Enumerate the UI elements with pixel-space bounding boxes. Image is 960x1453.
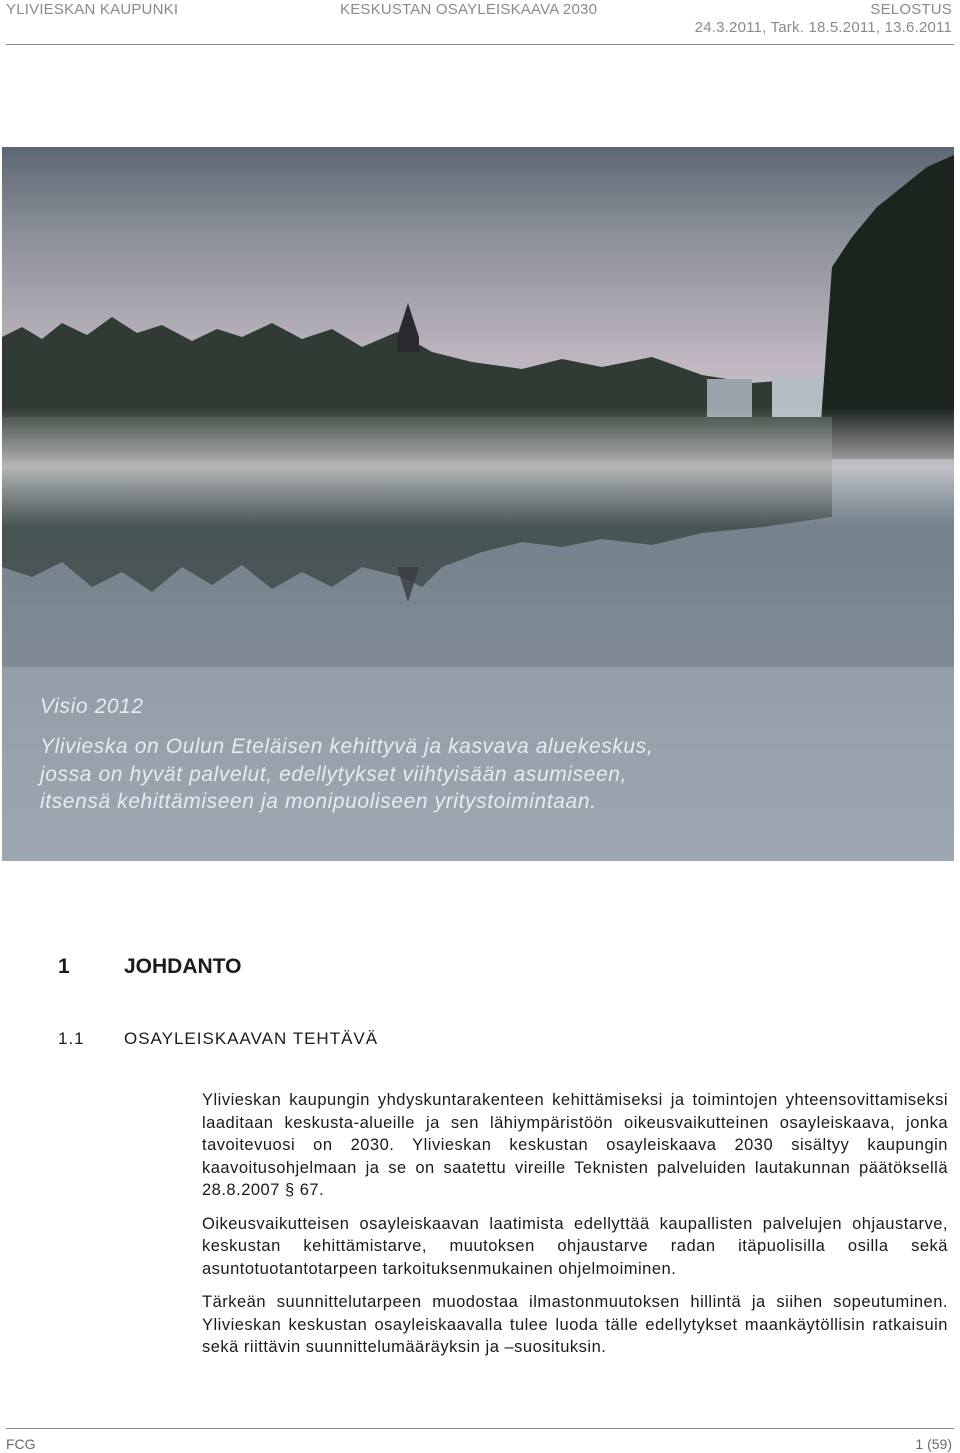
- section-title: JOHDANTO: [124, 955, 242, 978]
- footer-page-number: 1 (59): [915, 1436, 952, 1452]
- header-dates: 24.3.2011, Tark. 18.5.2011, 13.6.2011: [694, 19, 952, 36]
- page-header: [0, 0, 960, 40]
- paragraph: Oikeusvaikutteisen osayleiskaavan laatimista edellyttää kaupallisten palvelujen ohjaustarve, keskustan kehittämistarve, muutoksen ohjaustarve radan itäpuolisilla osilla sekä asuntotuotantotarpeen tarkoituksenmukainen ohjelmoiminen.: [202, 1214, 948, 1278]
- cover-photo-lake: [2, 147, 954, 861]
- paragraph: Ylivieskan kaupungin yhdyskuntarakenteen kehittämiseksi ja toimintojen yhteensovittamiseksi laaditaan keskusta-alueille ja sen lähiympäristöön oikeusvaikutteinen osayleiskaava, jonka tavoitevuosi on 2030. Ylivieskan keskustan osayleiskaava 2030 sisältyy kaupungin kaavoitusohjelmaan ja se on saatettu vireille Teknisten palveluiden lautakunnan päätöksellä 28.8.2007 § 67.: [202, 1091, 948, 1199]
- vision-line: jossa on hyvät palvelut, edellytykset viihtyisään asumiseen,: [40, 763, 627, 786]
- footer-divider: [6, 1428, 954, 1429]
- vision-title: Visio 2012: [40, 695, 144, 718]
- header-doc-type: SELOSTUS: [870, 1, 952, 18]
- section-heading: [58, 955, 241, 979]
- subsection-heading: [58, 1029, 378, 1049]
- header-city: YLIVIESKAN KAUPUNKI: [6, 1, 179, 18]
- vision-line: itsensä kehittämiseen ja monipuoliseen yritystoimintaan.: [40, 790, 597, 813]
- body-text: [202, 1089, 948, 1370]
- subsection-number: 1.1: [58, 1029, 85, 1048]
- header-divider: [6, 44, 954, 45]
- section-number: 1: [58, 955, 70, 978]
- vision-line: Ylivieska on Oulun Eteläisen kehittyvä ja kasvava aluekeskus,: [40, 735, 654, 758]
- paragraph: Tärkeän suunnittelutarpeen muodostaa ilmastonmuutoksen hillintä ja siihen sopeutuminen. Ylivieskan keskustan osayleiskaavalla tulee luoda tälle edellytykset maankäytöllisin ratkaisuin sekä riittävin suunnittelumääräyksin ja –suosituksin.: [202, 1293, 948, 1356]
- footer-company: FCG: [6, 1436, 36, 1452]
- subsection-title: OSAYLEISKAAVAN TEHTÄVÄ: [124, 1029, 379, 1048]
- header-plan-title: KESKUSTAN OSAYLEISKAAVA 2030: [340, 1, 598, 18]
